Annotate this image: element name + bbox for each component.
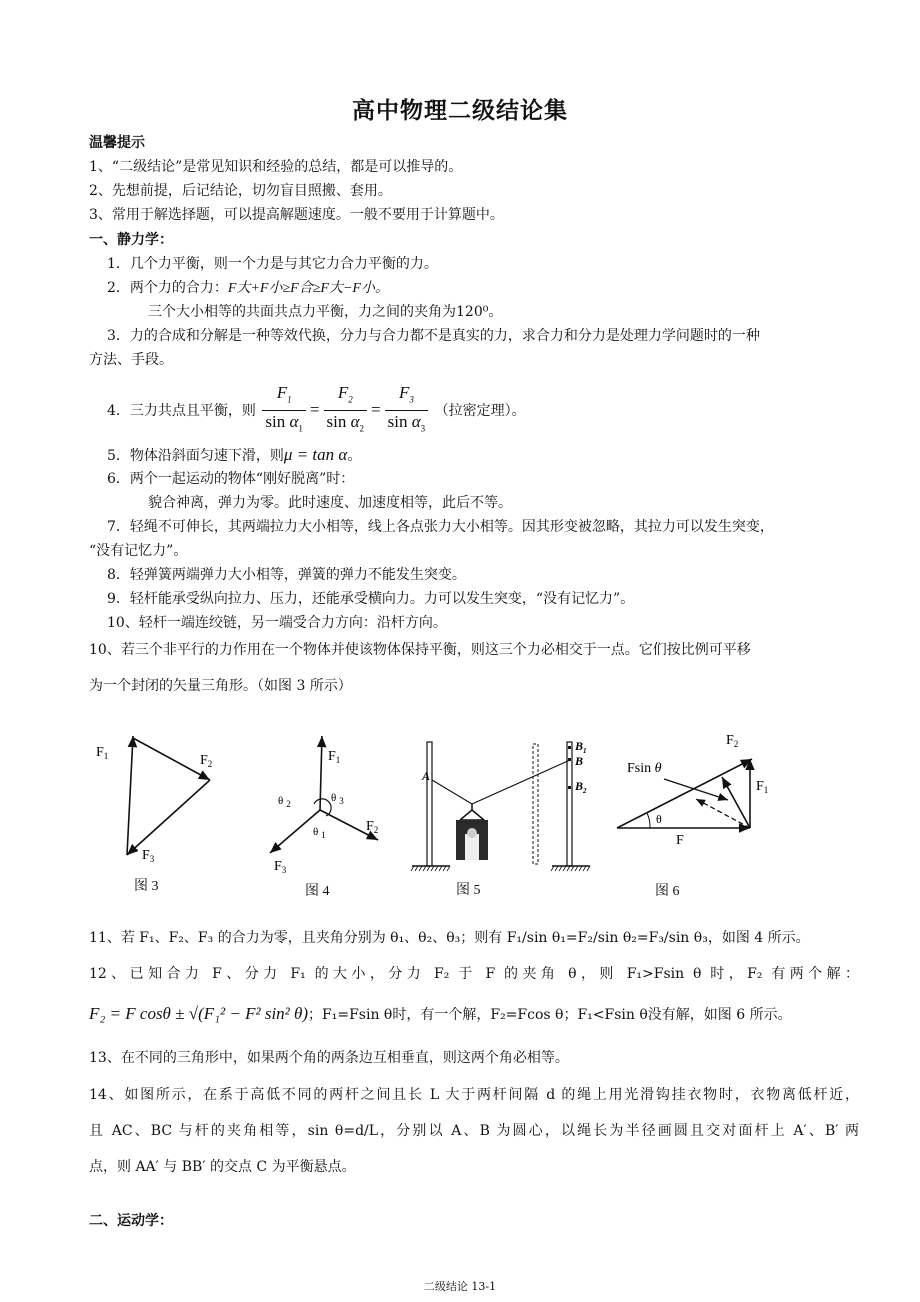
statics-item-8: 8．轻弹簧两端弹力大小相等，弹簧的弹力不能发生突变。	[107, 567, 466, 583]
statics-item-12-cont: F₂ = F cosθ ± √(F₁² − F² sin² θ)；F₁=Fsin θ时，有一个解，F₂=Fcos θ；F₁<Fsin θ没有解，如图 6 所示。	[89, 1004, 792, 1023]
statics-item-1: 1．几个力平衡，则一个力是与其它力合力平衡的力。	[107, 256, 438, 272]
svg-text:B: B	[575, 754, 584, 768]
statics-item-14-cont-2: 点，则 AA′ 与 BB′ 的交点 C 为平衡悬点。	[89, 1159, 356, 1175]
figure-3-caption: 图 3	[134, 879, 159, 894]
statics-item-6: 6．两个一起运动的物体“刚好脱离”时：	[107, 471, 355, 487]
statics-item-3-cont: 方法、手段。	[89, 352, 173, 368]
svg-text:B2: $B_2$	[575, 779, 587, 795]
svg-text:θ2: θ $_2$	[278, 795, 291, 809]
svg-text:F1: $F_1$	[328, 749, 341, 765]
statics-item-12: 12、已知合力 F、分力 F₁ 的大小，分力 F₂ 于 F 的夹角 θ，则 F₁>Fsin θ 时，F₂ 有两个解：	[89, 966, 859, 982]
f2-solution-formula: F₂ = F cosθ ± √(F₁² − F² sin² θ)	[89, 1004, 309, 1023]
svg-text:F3: $F_3$	[142, 848, 155, 864]
statics-item-10b: 10、若三个非平行的力作用在一个物体并使该物体保持平衡，则这三个力必相交于一点。它们按比例可平移	[89, 642, 751, 658]
lami-fraction-1: $\frac{F_1}{\sin \alpha_1}$	[262, 382, 306, 440]
page-footer: 二级结论 13-1	[423, 1280, 497, 1293]
statics-item-10b-cont: 为一个封闭的矢量三角形。（如图 3 所示）	[89, 678, 352, 694]
svg-text:F2: $F_2$	[200, 753, 213, 769]
statics-item-14: 14、如图所示，在系于高低不同的两杆之间且长 L 大于两杆间隔 d 的绳上用光滑钩挂衣物时，衣物离低杆近，	[89, 1087, 859, 1103]
svg-text:A: A	[422, 769, 431, 783]
statics-item-10a: 10、轻杆一端连绞链，另一端受合力方向：沿杆方向。	[107, 615, 447, 631]
resultant-range-formula: F大+F小≥F合≥F大−F小。	[227, 281, 389, 296]
section-heading-statics: 一、静力学：	[89, 232, 173, 248]
page-title: 高中物理二级结论集	[352, 98, 568, 124]
tip-item: 1、“二级结论”是常见知识和经验的总结，都是可以推导的。	[89, 159, 463, 175]
svg-text:θ1: θ $_1$	[313, 826, 326, 840]
statics-item-13: 13、在不同的三角形中，如果两个角的两条边互相垂直，则这两个角必相等。	[89, 1050, 569, 1066]
statics-item-2: 2．两个力的合力：F大+F小≥F合≥F大−F小。	[107, 280, 389, 296]
statics-item-14-cont-1: 且 AC、BC 与杆的夹角相等，sin θ=d/L，分别以 A、B 为圆心，以绳长为半径画圆且交对面杆上 A′、B′ 两	[89, 1123, 859, 1139]
lami-fraction-3: $\frac{F_3}{\sin \alpha_3}$	[385, 382, 429, 440]
friction-formula: μ = tan α	[283, 445, 348, 464]
statics-item-9: 9．轻杆能承受纵向拉力、压力，还能承受横向力。力可以发生突变，“没有记忆力”。	[107, 591, 635, 607]
figure-5-caption: 图 5	[456, 883, 481, 898]
svg-text:F2: $F_2$	[726, 733, 739, 749]
statics-item-6-note: 貌合神离，弹力为零。此时速度、加速度相等，此后不等。	[148, 495, 512, 511]
tips-heading: 温馨提示	[89, 135, 145, 151]
figure-4-caption: 图 4	[305, 884, 330, 899]
figure-4-concurrent-forces	[258, 728, 398, 873]
tip-item: 3、常用于解选择题，可以提高解题速度。一般不要用于计算题中。	[89, 207, 504, 223]
svg-text:F1: $F_1$	[96, 745, 109, 761]
statics-item-2-note: 三个大小相等的共面共点力平衡，力之间的夹角为120⁰。	[148, 304, 503, 320]
lami-fraction-2: $\frac{F_2}{\sin \alpha_2}$	[324, 382, 368, 440]
svg-text:F2: $F_2$	[366, 819, 379, 835]
tip-item: 2、先想前提，后记结论，切勿盲目照搬、套用。	[89, 183, 392, 199]
figure-3-vector-triangle	[92, 728, 222, 868]
statics-item-11: 11、若 F₁、F₂、F₃ 的合力为零，且夹角分别为 θ₁、θ₂、θ₃；则有 F₁/sin θ₁=F₂/sin θ₂=F₃/sin θ₃，如图 4 所示。	[89, 930, 810, 946]
svg-text:F1: $F_1$	[756, 779, 769, 795]
statics-item-7: 7．轻绳不可伸长，其两端拉力大小相等，线上各点张力大小相等。因其形变被忽略，其拉力可以发生突变，	[107, 519, 774, 535]
statics-item-3: 3．力的合成和分解是一种等效代换，分力与合力都不是真实的力，求合力和分力是处理力学问题时的一种	[107, 328, 760, 344]
svg-text:θ: θ	[656, 812, 662, 826]
figure-6-force-decomposition	[612, 728, 782, 848]
statics-item-5: 5．物体沿斜面匀速下滑，则μ = tan α。	[107, 445, 362, 464]
figure-6-caption: 图 6	[655, 884, 680, 899]
svg-text:Fsin θ: Fsin θ	[627, 761, 662, 776]
svg-text:B1: $B_1$	[575, 739, 587, 755]
section-heading-kinematics: 二、运动学：	[89, 1213, 173, 1229]
svg-text:θ3: θ $_3$	[331, 792, 344, 806]
svg-text:F: F	[676, 833, 684, 848]
statics-item-7-cont: “没有记忆力”。	[89, 543, 188, 559]
svg-text:F3: $F_3$	[274, 859, 287, 873]
figure-5-clothesline	[410, 738, 595, 873]
statics-item-4: 4．三力共点且平衡，则 $\frac{F_1}{\sin \alpha_1}$ = $\frac{F_2}{\sin \alpha_2}$ = $\frac{F_3}{\sin \alpha_3}$ （拉密定理）。	[107, 382, 526, 440]
